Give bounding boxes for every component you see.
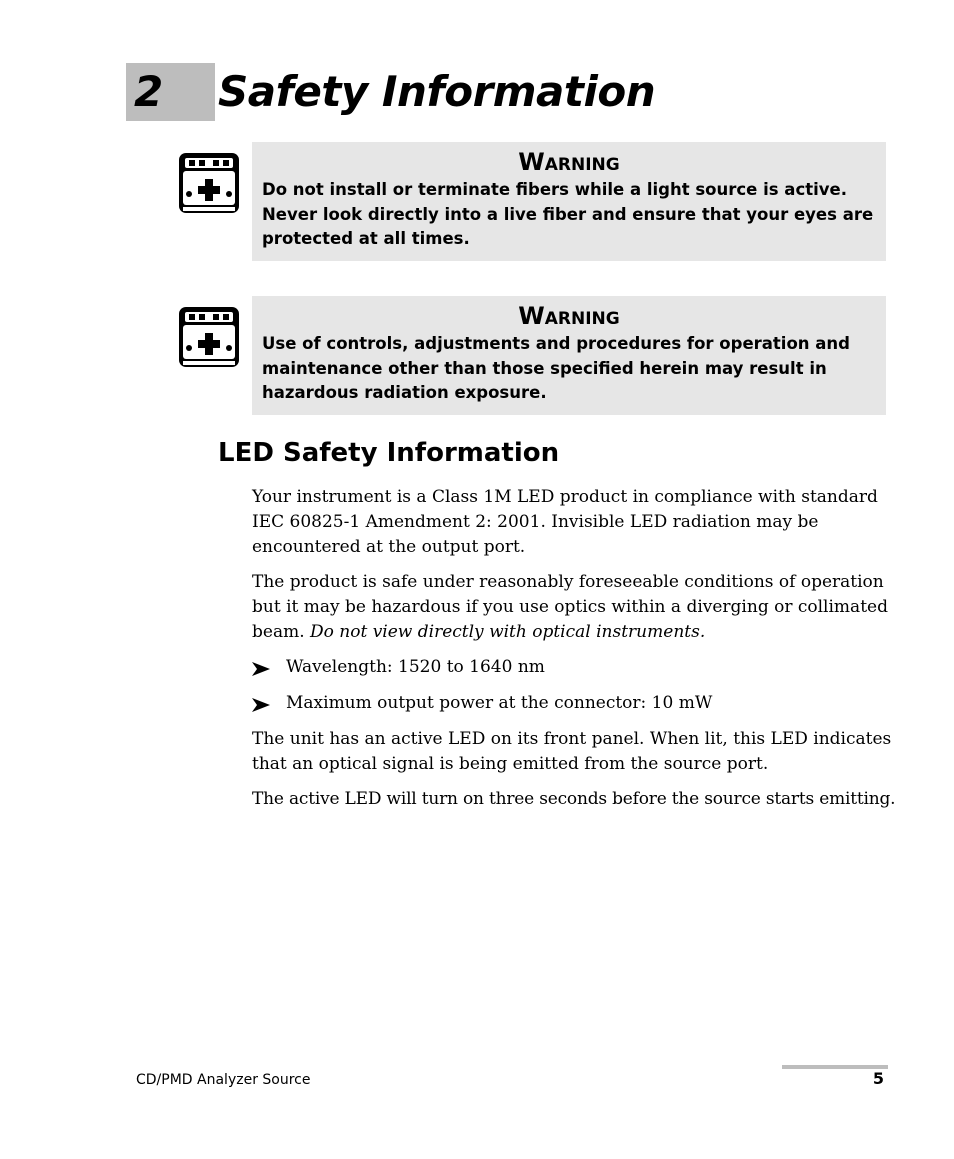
warning-box-1: [252, 142, 886, 261]
chapter-title: Safety Information: [218, 67, 656, 116]
list-item: [252, 655, 892, 680]
paragraph-text: The product is safe under reasonably foreseeable conditions of operation but it may be hazardous if you use optics within a diverging or collimated beam.: [252, 572, 888, 642]
page-number: 5: [872, 1069, 884, 1088]
arrowhead-bullet-icon: [252, 662, 270, 676]
list-item-text: Wavelength: 1520 to 1640 nm: [286, 657, 545, 677]
footer-document-name: CD/PMD Analyzer Source: [136, 1072, 311, 1088]
section-heading: LED Safety Information: [218, 438, 560, 468]
emphasis-text: Do not view directly with optical instruments.: [310, 622, 706, 642]
list-item-text: Maximum output power at the connector: 10 mW: [286, 693, 713, 713]
warning-heading: Warning: [518, 302, 620, 330]
ambulance-warning-icon: [175, 149, 243, 217]
chapter-number: 2: [134, 67, 164, 116]
paragraph: [252, 570, 892, 645]
arrowhead-bullet-icon: [252, 698, 270, 712]
list-item: [252, 691, 892, 716]
paragraph: The unit has an active LED on its front panel. When lit, this LED indicates that an optical signal is being emitted from the source port.: [252, 729, 892, 774]
paragraph: Your instrument is a Class 1M LED product in compliance with standard IEC 60825-1 Amendment 2: 2001. Invisible LED radiation may be encountered at the output port.: [252, 487, 878, 557]
ambulance-warning-icon: [175, 303, 243, 371]
warning-heading: Warning: [518, 148, 620, 176]
warning-text: Use of controls, adjustments and procedures for operation and maintenance other than those specified herein may result in hazardous radiation exposure.: [262, 334, 850, 402]
section-body: [252, 485, 896, 822]
warning-box-2: [252, 296, 886, 415]
paragraph: The active LED will turn on three seconds before the source starts emitting.: [252, 789, 896, 809]
warning-text: Do not install or terminate fibers while a light source is active. Never look directly into a live fiber and ensure that your eyes are protected at all times.: [262, 180, 874, 248]
